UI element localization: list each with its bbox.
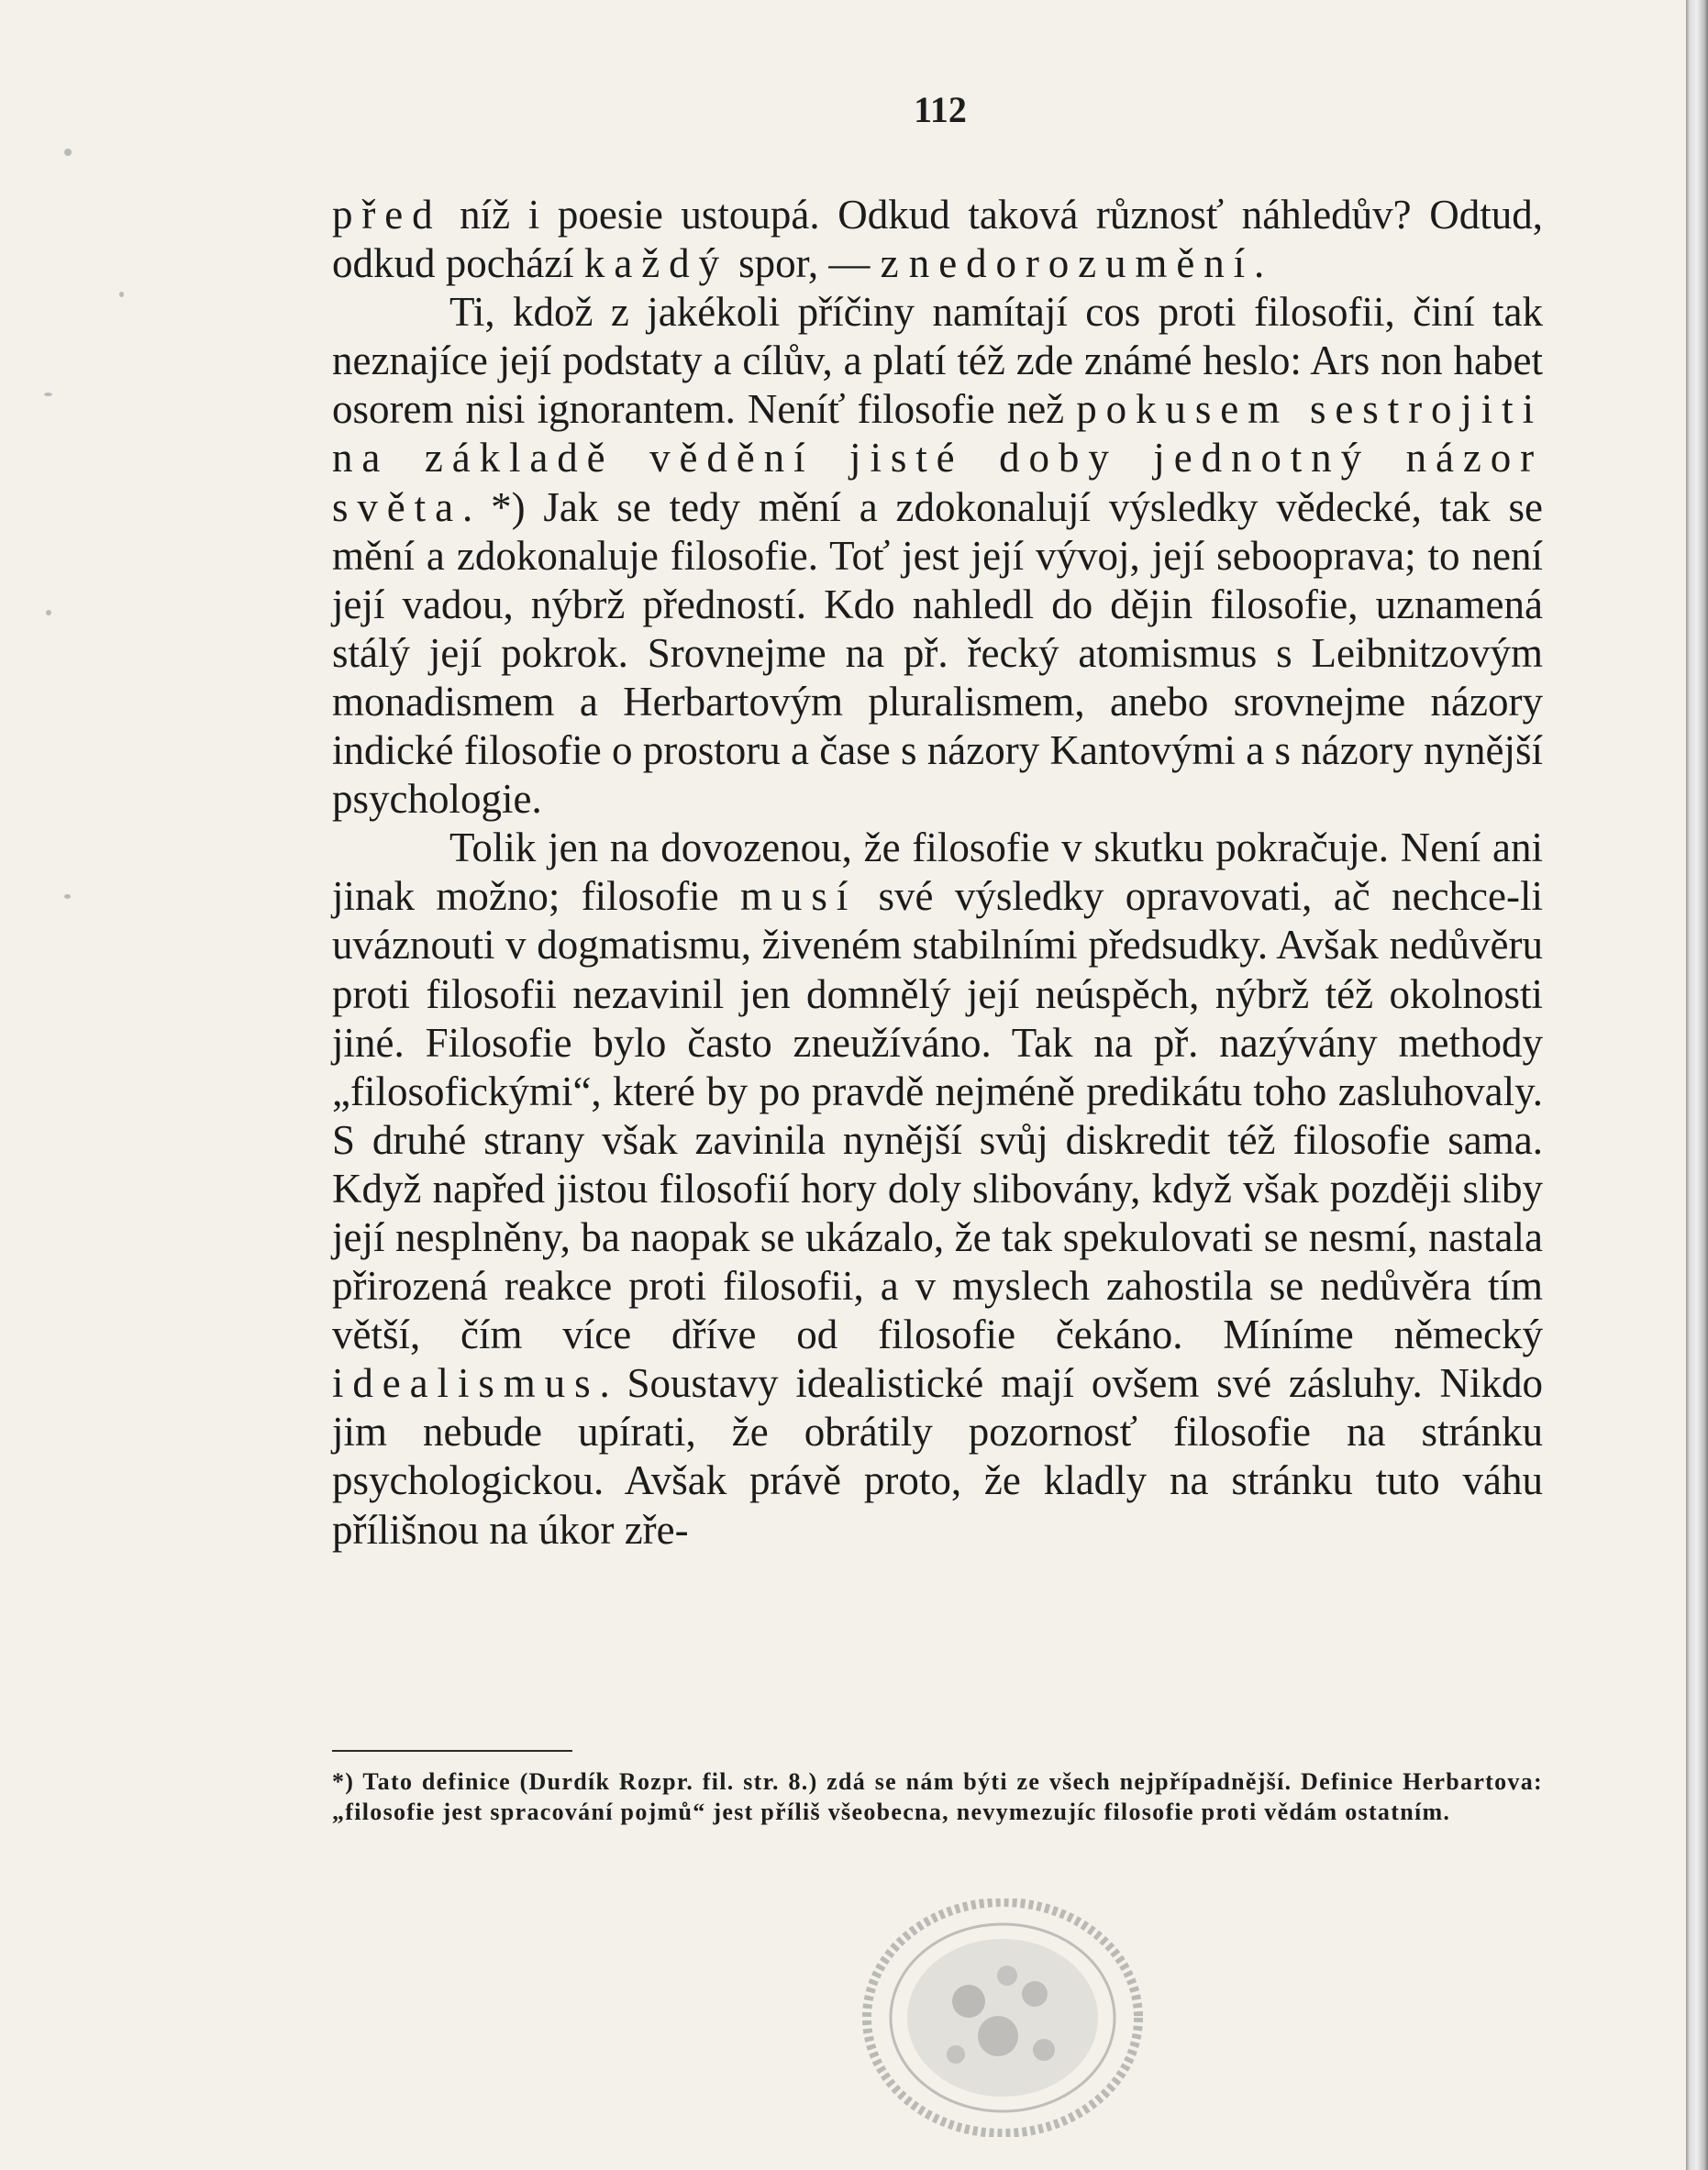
paragraph-2 — [332, 288, 1543, 824]
text-run: níž i poesie ustoupá. Odkud taková různosť náhledův? Odtud, odkud pochází — [332, 192, 1543, 287]
spaced-emphasis: každý — [583, 240, 728, 287]
paper-speck — [64, 149, 72, 156]
spaced-emphasis: idealismus — [332, 1360, 600, 1407]
spaced-emphasis: pokusem sestrojiti na základě vědění jisté doby jednotný názor světa — [332, 386, 1543, 530]
text-run: . *) Jak se tedy mění a zdokonalují výsledky vědecké, tak se mění a zdokonaluje filosofie. Toť jest její vývoj, její sebooprava; to není její vadou, nýbrž předností. Kdo nahledl do dějin filosofie, uznamená stálý její pokrok. Srovnejme na př. řecký atomismus s Leibnitzovým monadismem a Herbartovým pluralismem, anebo srovnejme názory indické filosofie o prostoru a čase s názory Kantovými a s názory nynější psychologie. — [332, 483, 1543, 823]
spaced-emphasis: před — [332, 192, 442, 238]
footnote — [332, 1767, 1543, 1827]
page-edge — [1686, 0, 1708, 2170]
page-number: 112 — [914, 89, 967, 130]
footnote-rule — [332, 1750, 572, 1752]
paragraph-3 — [332, 824, 1543, 1554]
text-run: spor, — z — [727, 240, 909, 287]
footnote-text: *) Tato definice (Durdík Rozpr. fil. str. 8.) zdá se nám býti ze všech nejpřípadnější. Definice Herbartova: „filosofie jest spracování pojmů“ jest příliš všeobecna, nevymezujíc filosofie proti vědám ostatním. — [332, 1768, 1543, 1825]
text-run: Ti, kdož z jakékoli příčiny namítají cos proti filosofii, činí tak neznajíce její podstaty a cílův, a platí též zde známé heslo: Ars non habet osorem nisi ignorantem. Neníť filosofie než — [332, 289, 1543, 433]
paper-speck — [44, 393, 52, 396]
spaced-emphasis: musí — [740, 873, 858, 920]
paragraph-1 — [332, 191, 1543, 288]
paper-speck — [64, 894, 71, 899]
library-stamp — [860, 1899, 1145, 2137]
text-run: . — [1254, 240, 1265, 287]
paper-speck — [119, 292, 124, 297]
paper-speck — [46, 610, 51, 615]
body-text — [332, 191, 1543, 1555]
text-run: své výsledky opravovati, ač nechce-li uváznouti v dogmatismu, živeném stabilními předsudky. Avšak nedůvěru proti filosofii nezavinil jen domnělý její neúspěch, nýbrž též okolnosti jiné. Filosofie bylo často zneužíváno. Tak na př. nazývány methody „filosofickými“, které by po pravdě nejméně predikátu toho zasluhovaly. S druhé strany však zavinila nynější svůj diskredit též filosofie sama. Když napřed jistou filosofií hory doly slibovány, když však později sliby její nesplněny, ba naopak se ukázalo, že tak spekulovati se nesmí, nastala přirozená reakce proti filosofii, a v myslech zahostila se nedůvěra tím větší, čím více dříve od filosofie čekáno. Míníme německý — [332, 873, 1543, 1358]
text-run: Tolik jen na dovozenou, že filosofie v skutku pokračuje. Není ani jinak možno; filosofie — [332, 825, 1543, 920]
spaced-emphasis: nedorozumění — [908, 240, 1255, 287]
text-run: . Soustavy idealistické mají ovšem své zásluhy. Nikdo jim nebude upírati, že obrátily pozornosť filosofie na stránku psychologickou. Avšak právě proto, že kladly na stránku tuto váhu přílišnou na úkor zře- — [332, 1360, 1543, 1553]
